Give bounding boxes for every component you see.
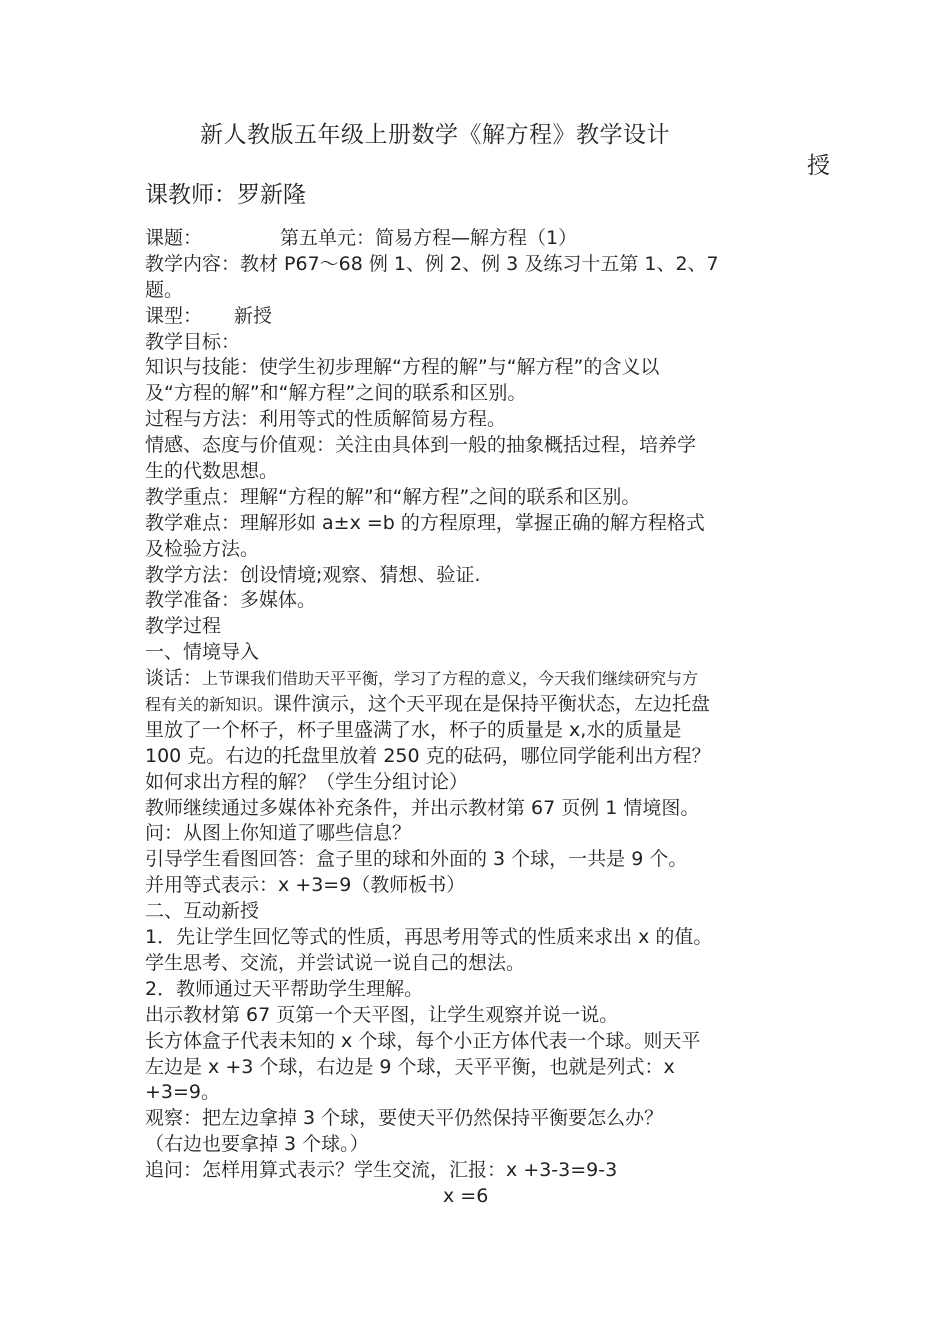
continue-line-4: 并用等式表示：x +3=9（教师板书） xyxy=(145,874,466,897)
section-heading-2: 二、互动新授 xyxy=(145,900,260,923)
goal-knowledge: 知识与技能：使学生初步理解“方程的解”与“解方程”的含义以 xyxy=(145,356,660,379)
teacher-line: 课教师：罗新隆 xyxy=(145,182,306,208)
topic-line xyxy=(145,226,810,252)
continue-line-3: 引导学生看图回答：盒子里的球和外面的 3 个球，一共是 9 个。 xyxy=(145,848,688,871)
continue-line-2: 问：从图上你知道了哪些信息？ xyxy=(145,822,412,845)
topic-value: 第五单元：简易方程—解方程（1） xyxy=(280,227,578,249)
goals-label: 教学目标： xyxy=(145,330,241,353)
step1-line-1: 1．先让学生回忆等式的性质，再思考用等式的性质来求出 x 的值。 xyxy=(145,926,713,949)
title-tail: 授 xyxy=(807,153,830,179)
talk-text-2b: 课件演示，这个天平现在是保持平衡状态，左边托盘 xyxy=(273,693,711,716)
talk-line-4: 100 克。右边的托盘里放着 250 克的砝码，哪位同学能利出方程？ xyxy=(145,744,711,767)
talk-line-3: 里放了一个杯子，杯子里盛满了水，杯子的质量是 x,水的质量是 xyxy=(145,718,682,741)
step1-line-2: 学生思考、交流，并尝试说一说自己的想法。 xyxy=(145,951,526,974)
goal-knowledge-cont: 及“方程的解”和“解方程”之间的联系和区别。 xyxy=(145,382,527,405)
talk-text-2a: 程有关的新知识。 xyxy=(145,695,274,715)
type-value: 新授 xyxy=(234,304,273,327)
difficulty-cont: 及检验方法。 xyxy=(145,537,260,560)
type-label: 课型： xyxy=(145,304,203,327)
continue-line-1: 教师继续通过多媒体补充条件，并出示教材第 67 页例 1 情境图。 xyxy=(145,796,700,819)
step2-line-2: 出示教材第 67 页第一个天平图，让学生观察并说一说。 xyxy=(145,1003,619,1026)
result-line: x =6 xyxy=(443,1184,489,1207)
observe-line-1: 观察：把左边拿掉 3 个球，要使天平仍然保持平衡要怎么办？ xyxy=(145,1107,664,1130)
talk-line-1 xyxy=(145,666,810,692)
goal-emotion: 情感、态度与价值观：关注由具体到一般的抽象概括过程，培养学 xyxy=(145,434,697,457)
teaching-prep: 教学准备：多媒体。 xyxy=(145,589,317,612)
document-body xyxy=(145,226,810,1210)
key-point: 教学重点：理解“方程的解”和“解方程”之间的联系和区别。 xyxy=(145,485,641,508)
step2-line-5: +3=9。 xyxy=(145,1081,221,1104)
topic-label: 课题： xyxy=(145,227,203,249)
goal-process: 过程与方法：利用等式的性质解简易方程。 xyxy=(145,408,507,431)
observe-line-2: （右边也要拿掉 3 个球。） xyxy=(145,1133,369,1156)
goal-emotion-cont: 生的代数思想。 xyxy=(145,460,279,483)
step2-line-4: 左边是 x +3 个球，右边是 9 个球，天平平衡，也就是列式：x xyxy=(145,1055,675,1078)
type-line xyxy=(145,304,810,330)
step2-line-1: 2．教师通过天平帮助学生理解。 xyxy=(145,977,424,1000)
content-line-cont: 题。 xyxy=(145,278,184,301)
section-heading-1: 一、情境导入 xyxy=(145,641,260,664)
ask-line: 追问：怎样用算式表示？学生交流，汇报：x +3-3=9-3 xyxy=(145,1159,618,1182)
talk-line-2 xyxy=(145,692,810,718)
process-heading: 教学过程 xyxy=(145,615,222,638)
difficulty: 教学难点：理解形如 a±x =b 的方程原理，掌握正确的解方程格式 xyxy=(145,511,705,534)
talk-label: 谈话： xyxy=(145,667,203,690)
document-title: 新人教版五年级上册数学《解方程》教学设计 xyxy=(200,122,670,148)
talk-line-5: 如何求出方程的解？（学生分组讨论） xyxy=(145,770,469,793)
content-line: 教学内容：教材 P67～68 例 1、例 2、例 3 及练习十五第 1、2、7 xyxy=(145,252,719,275)
step2-line-3: 长方体盒子代表未知的 x 个球，每个小正方体代表一个球。则天平 xyxy=(145,1029,701,1052)
teaching-method: 教学方法：创设情境;观察、猜想、验证. xyxy=(145,563,481,586)
talk-text: 上节课我们借助天平平衡，学习了方程的意义，今天我们继续研究与方 xyxy=(202,669,699,689)
